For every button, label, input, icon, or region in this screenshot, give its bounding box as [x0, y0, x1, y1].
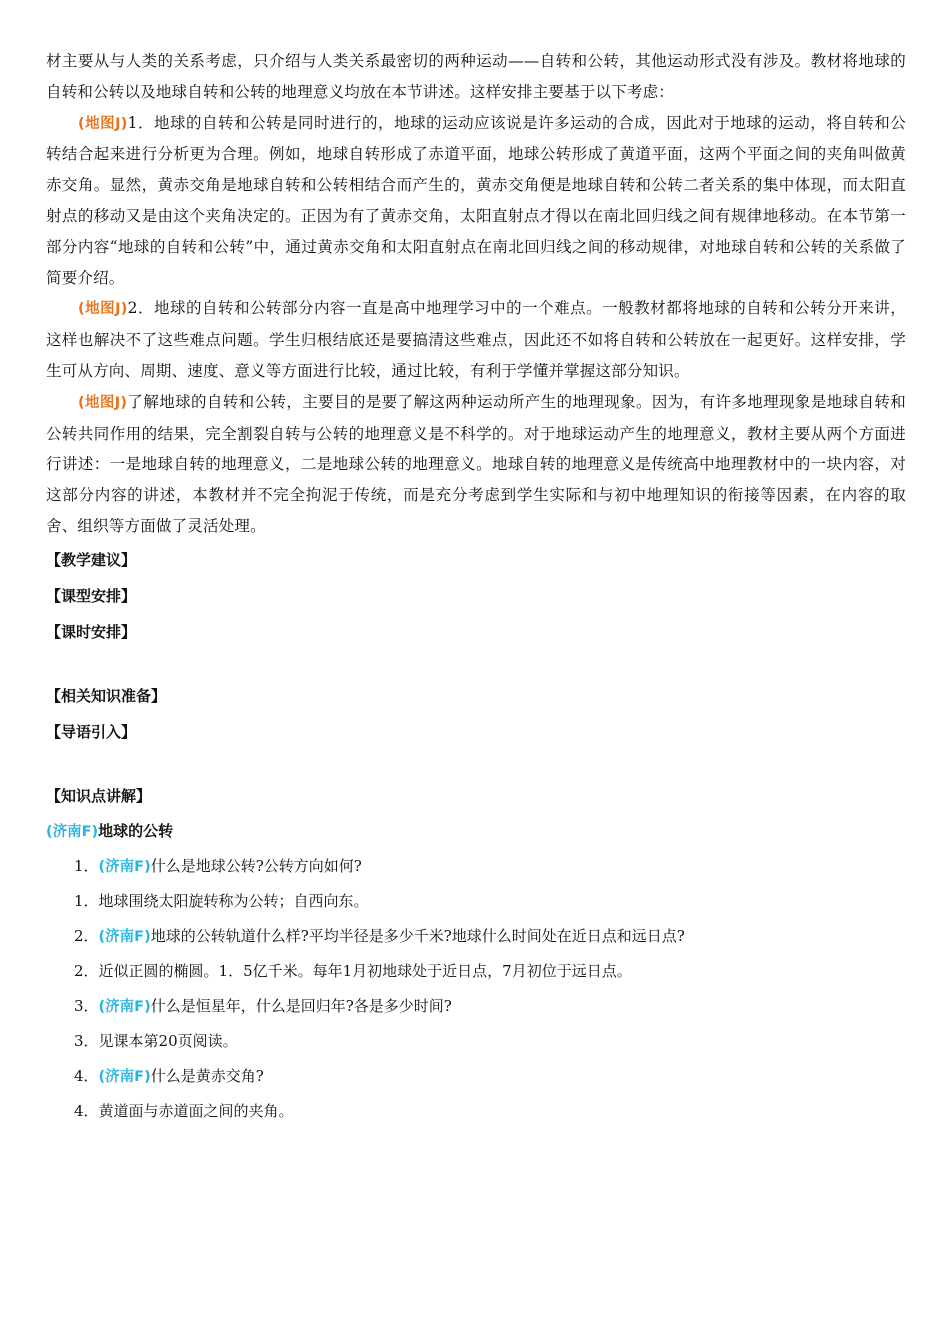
heading-knowledge-prep: 【相关知识准备】 [46, 686, 167, 705]
paragraph-3 [46, 387, 906, 542]
source-tag-jinan-f: (济南F) [98, 1068, 151, 1085]
item-number: 2． [74, 962, 99, 981]
item-number: 3． [74, 996, 99, 1015]
item-number: 3． [74, 1032, 99, 1051]
source-tag-map-j: (地图J) [78, 115, 128, 132]
intro-paragraph: 材主要从与人类的关系考虑，只介绍与人类关系最密切的两种运动——自转和公转，其他运动形式没有涉及。教材将地球的自转和公转以及地球自转和公转的地理意义均放在本节讲述。这样安排主要基于以下考虑： [46, 52, 906, 101]
heading-teaching-advice: 【教学建议】 [46, 550, 137, 569]
source-tag-map-j: (地图J) [78, 301, 128, 318]
question-item [46, 849, 906, 885]
item-number: 4． [74, 1102, 99, 1121]
item-text: 什么是恒星年，什么是回归年?各是多少时间? [150, 996, 452, 1015]
question-item [46, 1059, 906, 1095]
answer-item [46, 1094, 906, 1129]
spacer [46, 650, 906, 678]
source-tag-jinan-f: (济南F) [98, 928, 151, 945]
question-item [46, 989, 906, 1025]
item-text: 黄道面与赤道面之间的夹角。 [98, 1102, 294, 1121]
source-tag-jinan-f: (济南F) [98, 998, 151, 1015]
heading-intro-lead: 【导语引入】 [46, 722, 137, 741]
source-tag-jinan-f: (济南F) [46, 823, 99, 840]
item-number: 1． [74, 856, 99, 875]
heading-knowledge-points: 【知识点讲解】 [46, 786, 152, 805]
item-text: 地球围绕太阳旋转称为公转；自西向东。 [98, 892, 369, 911]
paragraph-1 [46, 108, 906, 294]
answer-item [46, 954, 906, 989]
question-item [46, 919, 906, 955]
paragraph-2-text: 2．地球的自转和公转部分内容一直是高中地理学习中的一个难点。一般教材都将地球的自转和公转分开来讲，这样也解决不了这些难点问题。学生归根结底还是要搞清这些难点，因此还不如将自转和公转放在一起更好。这样安排，学生可从方向、周期、速度、意义等方面进行比较，通过比较，有利于学懂并掌握这部分知识。 [46, 299, 906, 380]
answer-item [46, 1024, 906, 1059]
paragraph-1-text: 1．地球的自转和公转是同时进行的，地球的运动应该说是许多运动的合成，因此对于地球的运动，将自转和公转结合起来进行分析更为合理。例如，地球自转形成了赤道平面，地球公转形成了黄道平面，这两个平面之间的夹角叫做黄赤交角。显然，黄赤交角是地球自转和公转相结合而产生的，黄赤交角便是地球自转和公转二者关系的集中体现，而太阳直射点的移动又是由这个夹角决定的。正因为有了黄赤交角，太阳直射点才得以在南北回归线之间有规律地移动。在本节第一部分内容“地球的自转和公转”中，通过黄赤交角和太阳直射点在南北回归线之间的移动规律，对地球自转和公转的关系做了简要介绍。 [46, 113, 906, 287]
section-title [46, 814, 906, 849]
item-number: 4． [74, 1066, 99, 1085]
paragraph-2 [46, 293, 906, 386]
answer-item [46, 884, 906, 919]
paragraph-3-text: 了解地球的自转和公转，主要目的是要了解这两种运动所产生的地理现象。因为，有许多地理现象是地球自转和公转共同作用的结果，完全割裂自转与公转的地理意义是不科学的。对于地球运动产生的地理意义，教材主要从两个方面进行讲述：一是地球自转的地理意义，二是地球公转的地理意义。地球自转的地理意义是传统高中地理教材中的一块内容，对这部分内容的讲述，本教材并不完全拘泥于传统，而是充分考虑到学生实际和与初中地理知识的衔接等因素，在内容的取舍、组织等方面做了灵活处理。 [46, 392, 906, 535]
source-tag-jinan-f: (济南F) [98, 858, 151, 875]
item-text: 什么是地球公转?公转方向如何? [150, 856, 362, 875]
heading-lesson-type: 【课型安排】 [46, 586, 137, 605]
section-title-text: 地球的公转 [98, 821, 174, 840]
item-text: 什么是黄赤交角? [150, 1066, 264, 1085]
item-number: 2． [74, 926, 99, 945]
qa-list [46, 849, 906, 1129]
heading-lesson-time: 【课时安排】 [46, 622, 137, 641]
spacer [46, 750, 906, 778]
item-text: 见课本第20页阅读。 [98, 1032, 238, 1051]
item-number: 1． [74, 892, 99, 911]
item-text: 地球的公转轨道什么样?平均半径是多少千米?地球什么时间处在近日点和远日点? [150, 926, 685, 945]
document-page [46, 46, 906, 1129]
item-text: 近似正圆的椭圆。1．5亿千米。每年1月初地球处于近日点，7月初位于远日点。 [98, 962, 632, 981]
source-tag-map-j: (地图J) [78, 394, 128, 411]
